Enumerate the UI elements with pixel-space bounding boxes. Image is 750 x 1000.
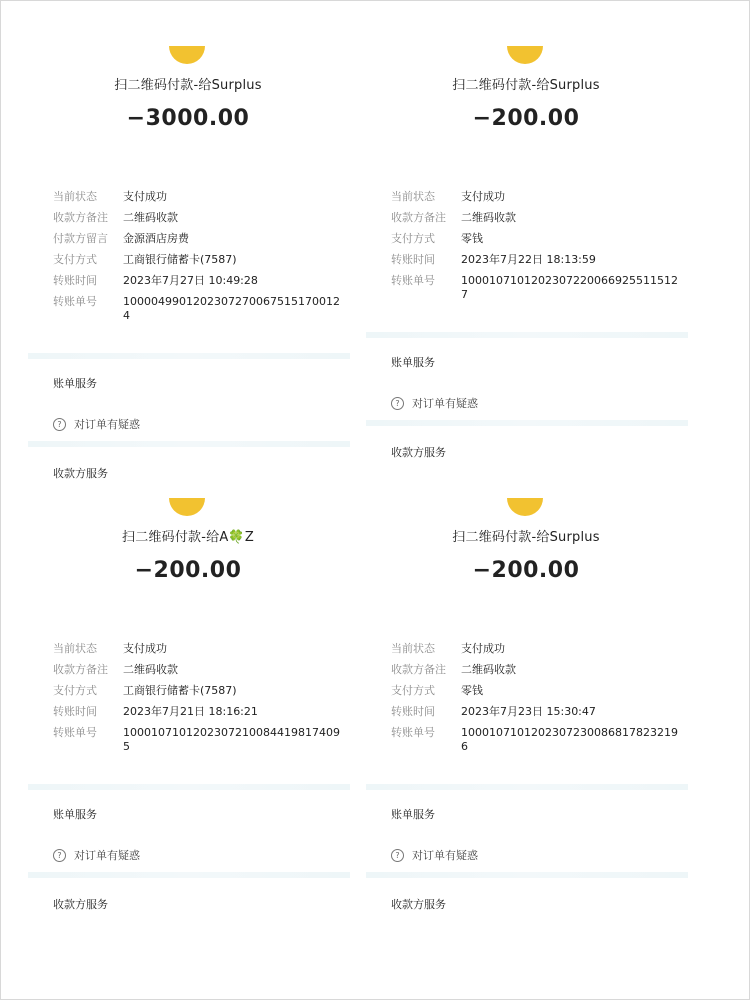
detail-label: 支付方式	[53, 253, 97, 266]
order-doubt-link[interactable]	[391, 395, 478, 411]
detail-label: 转账单号	[53, 726, 97, 739]
receipt-amount: −200.00	[472, 106, 580, 131]
section-divider	[28, 872, 350, 878]
detail-row-time	[53, 274, 343, 288]
question-circle-icon: ?	[53, 849, 66, 862]
detail-label: 支付方式	[391, 684, 435, 697]
section-divider	[28, 353, 350, 359]
detail-value: 工商银行储蓄卡(7587)	[123, 684, 237, 697]
detail-label: 转账单号	[391, 274, 435, 287]
detail-label: 当前状态	[391, 190, 435, 203]
detail-value: 二维码收款	[461, 211, 516, 224]
detail-value: 金源酒店房费	[123, 232, 189, 245]
detail-value: 10001071012023072300868178232196	[461, 726, 678, 753]
question-circle-icon: ?	[391, 849, 404, 862]
detail-label: 收款方备注	[53, 211, 108, 224]
section-divider	[366, 420, 688, 426]
receipt-2	[366, 48, 688, 468]
detail-label: 转账时间	[391, 253, 435, 266]
order-doubt-link[interactable]	[391, 847, 478, 863]
payee-service-heading: 收款方服务	[391, 898, 446, 911]
section-divider	[366, 332, 688, 338]
detail-label: 收款方备注	[391, 663, 446, 676]
order-doubt-label: 对订单有疑惑	[74, 418, 140, 431]
detail-row-status	[391, 642, 681, 656]
detail-label: 转账时间	[391, 705, 435, 718]
detail-value: 10001071012023072100844198174095	[123, 726, 340, 753]
section-divider	[366, 784, 688, 790]
receipt-3	[28, 500, 350, 920]
order-doubt-link[interactable]	[53, 416, 140, 432]
detail-row-payee-note	[391, 663, 681, 677]
detail-value: 10001071012023072200669255115127	[461, 274, 678, 301]
receipt-title: 扫二维码付款-给Surplus	[114, 78, 262, 93]
order-doubt-label: 对订单有疑惑	[412, 849, 478, 862]
detail-value: 10000499012023072700675151700124	[123, 295, 340, 322]
bill-service-heading: 账单服务	[391, 808, 435, 821]
detail-value: 支付成功	[461, 190, 505, 203]
detail-label: 当前状态	[53, 190, 97, 203]
detail-label: 转账单号	[391, 726, 435, 739]
bill-service-heading: 账单服务	[391, 356, 435, 369]
detail-value: 2023年7月22日 18:13:59	[461, 253, 596, 266]
details-list	[391, 642, 681, 761]
detail-label: 转账时间	[53, 274, 97, 287]
section-divider	[28, 784, 350, 790]
receipt-amount: −200.00	[472, 558, 580, 583]
detail-label: 收款方备注	[391, 211, 446, 224]
detail-value: 2023年7月21日 18:16:21	[123, 705, 258, 718]
detail-value: 支付成功	[123, 642, 167, 655]
detail-row-transaction-id	[391, 274, 681, 302]
section-divider	[366, 872, 688, 878]
receipt-amount: −200.00	[134, 558, 242, 583]
detail-label: 转账单号	[53, 295, 97, 308]
detail-row-transaction-id	[53, 726, 343, 754]
detail-row-payer-message	[53, 232, 343, 246]
detail-row-time	[391, 705, 681, 719]
detail-label: 支付方式	[391, 232, 435, 245]
details-list	[53, 642, 343, 761]
brand-logo-icon	[169, 498, 205, 516]
bill-service-heading: 账单服务	[53, 808, 97, 821]
question-circle-icon: ?	[53, 418, 66, 431]
detail-row-time	[391, 253, 681, 267]
detail-label: 付款方留言	[53, 232, 108, 245]
details-list	[53, 190, 343, 330]
detail-value: 零钱	[461, 232, 483, 245]
detail-value: 支付成功	[123, 190, 167, 203]
detail-value: 零钱	[461, 684, 483, 697]
detail-value: 2023年7月23日 15:30:47	[461, 705, 596, 718]
detail-row-payee-note	[53, 211, 343, 225]
receipt-4	[366, 500, 688, 920]
receipt-1	[28, 48, 350, 488]
detail-row-status	[53, 190, 343, 204]
detail-label: 转账时间	[53, 705, 97, 718]
brand-logo-icon	[507, 46, 543, 64]
detail-label: 当前状态	[391, 642, 435, 655]
detail-label: 支付方式	[53, 684, 97, 697]
order-doubt-label: 对订单有疑惑	[74, 849, 140, 862]
detail-row-payee-note	[53, 663, 343, 677]
bill-service-heading: 账单服务	[53, 377, 97, 390]
brand-logo-icon	[169, 46, 205, 64]
payee-service-heading: 收款方服务	[53, 898, 108, 911]
detail-row-transaction-id	[391, 726, 681, 754]
detail-label: 收款方备注	[53, 663, 108, 676]
receipt-title: 扫二维码付款-给Surplus	[452, 78, 600, 93]
order-doubt-label: 对订单有疑惑	[412, 397, 478, 410]
payee-service-heading: 收款方服务	[53, 467, 108, 480]
detail-value: 二维码收款	[123, 211, 178, 224]
receipt-amount: −3000.00	[126, 106, 250, 131]
detail-row-payment-method	[53, 684, 343, 698]
details-list	[391, 190, 681, 309]
detail-label: 当前状态	[53, 642, 97, 655]
section-divider	[28, 441, 350, 447]
detail-row-transaction-id	[53, 295, 343, 323]
detail-value: 二维码收款	[123, 663, 178, 676]
detail-value: 支付成功	[461, 642, 505, 655]
detail-value: 二维码收款	[461, 663, 516, 676]
detail-row-payment-method	[391, 232, 681, 246]
detail-row-payment-method	[391, 684, 681, 698]
detail-row-status	[53, 642, 343, 656]
detail-row-payee-note	[391, 211, 681, 225]
detail-value: 工商银行储蓄卡(7587)	[123, 253, 237, 266]
receipt-title: 扫二维码付款-给Surplus	[452, 530, 600, 545]
detail-row-payment-method	[53, 253, 343, 267]
detail-value: 2023年7月27日 10:49:28	[123, 274, 258, 287]
order-doubt-link[interactable]	[53, 847, 140, 863]
question-circle-icon: ?	[391, 397, 404, 410]
payee-service-heading: 收款方服务	[391, 446, 446, 459]
receipt-title: 扫二维码付款-给A🍀Z	[122, 530, 254, 545]
brand-logo-icon	[507, 498, 543, 516]
detail-row-status	[391, 190, 681, 204]
detail-row-time	[53, 705, 343, 719]
